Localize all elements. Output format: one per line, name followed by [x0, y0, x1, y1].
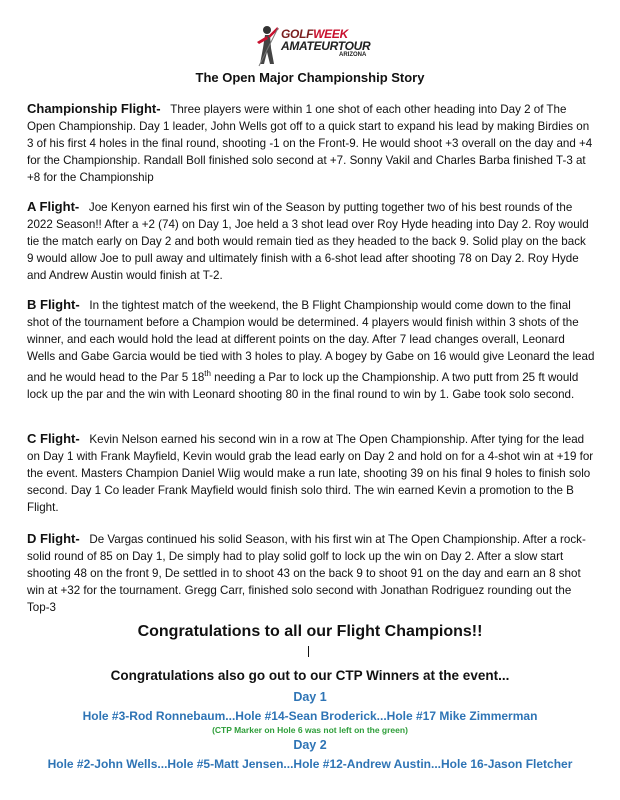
text-cursor — [308, 646, 309, 657]
logo-golf: GOLF — [281, 27, 314, 41]
section-text: Kevin Nelson earned his second win in a row at The Open Championship. After tying for the lead on Day 1 with Frank Mayfield, Kevin would grab the lead early on Day 2 and hold on for a 4-shot win at +19 for the event. Masters Champion Daniel Wiig would make a run late, shooting 39 on his final 9 holes to finish solo second. Day 1 Co leader Frank Mayfield would finish solo third. The win earned Kevin a promotion to the B Flight. — [27, 433, 594, 514]
section-label: B Flight- — [27, 297, 80, 312]
ctp-heading: Congratulations also go out to our CTP Winners at the event... — [110, 668, 510, 683]
section-label: Championship Flight- — [27, 101, 161, 116]
logo-week: WEEK — [313, 27, 348, 41]
section-text: De Vargas continued his solid Season, with his first win at The Open Championship. After a rock-solid round of 85 on Day 1, De simply had to play solid golf to lock up the win on Day 2. After a slow start shooting 48 on the front 9, De settled in to shoot 43 on the back 9 to shoot 91 on the day and earn an 8 shot win at +32 for the tournament. Gregg Carr, finished solo second with Jonathan Rodriguez rounding out the Top-3 — [27, 533, 586, 614]
section-label: D Flight- — [27, 531, 80, 546]
golfer-icon — [255, 22, 281, 68]
section-label: A Flight- — [27, 199, 80, 214]
logo-arizona: ARIZONA — [339, 52, 367, 58]
day1-label: Day 1 — [293, 690, 327, 704]
day1-ctp-winners: Hole #3-Rod Ronnebaum...Hole #14-Sean Broderick...Hole #17 Mike Zimmerman — [82, 709, 538, 723]
page-title: The Open Major Championship Story — [195, 70, 425, 85]
d-flight-section — [27, 530, 595, 616]
section-text: Three players were within 1 one shot of each other heading into Day 2 of The Open Championship. Day 1 leader, John Wells got off to a quick start to expand his lead by making Birdies on 3 of his first 4 holes in the final round, shooting -1 on the Front-9. He would shoot +3 overall on the day and +4 for the Championship. Randall Boll finished solo second at +7. Sonny Vakil and Charles Barba finished T-3 at +8 for the Championship — [27, 103, 593, 184]
ordinal-suffix: th — [204, 369, 211, 378]
section-text: In the tightest match of the weekend, the B Flight Championship would come down to the final shot of the tournament before a Champion would be determined. 4 players would finish within 3 shots of the winner, and each would hold the lead at different points on the day. After 7 lead changes overall, Leonard Wells and Gabe Garcia would be tied with 3 holes to play. A bogey by Gabe on 16 would give Leonard the lead and he would head to the Par 5 18 — [27, 299, 595, 384]
c-flight-section — [27, 430, 595, 516]
logo-wordmark — [281, 28, 370, 58]
golfweek-amateur-tour-logo — [255, 22, 385, 70]
day1-ctp-note: (CTP Marker on Hole 6 was not left on the green) — [212, 725, 408, 735]
championship-flight-section — [27, 100, 595, 186]
a-flight-section — [27, 198, 595, 284]
section-text-cont: needing a Par to lock up the Championship. A two putt from 25 ft would lock up the par and the win with Leonard shooting 80 in the final round to win by 1. Gabe took solo second. — [27, 370, 579, 401]
section-label: C Flight- — [27, 431, 80, 446]
congrats-heading: Congratulations to all our Flight Champions!! — [137, 623, 483, 640]
day2-ctp-winners: Hole #2-John Wells...Hole #5-Matt Jensen...Hole #12-Andrew Austin...Hole 16-Jason Fletcher — [47, 757, 573, 771]
logo-amateur-tour: AMATEURTOUR — [281, 39, 371, 53]
b-flight-section — [27, 296, 595, 403]
day2-label: Day 2 — [293, 738, 327, 752]
section-text: Joe Kenyon earned his first win of the Season by putting together two of his best rounds of the 2022 Season!! After a +2 (74) on Day 1, Joe held a 3 shot lead over Roy Hyde heading into Day 2. Roy would tie the match early on Day 2 and both would remain tied as they headed to the back 9. Solid play on the back 9 would allow Joe to pull away and ultimately finish with a 6-shot lead after shooting 78 on Day 2. Roy Hyde and Andrew Austin would finish at T-2. — [27, 201, 589, 282]
